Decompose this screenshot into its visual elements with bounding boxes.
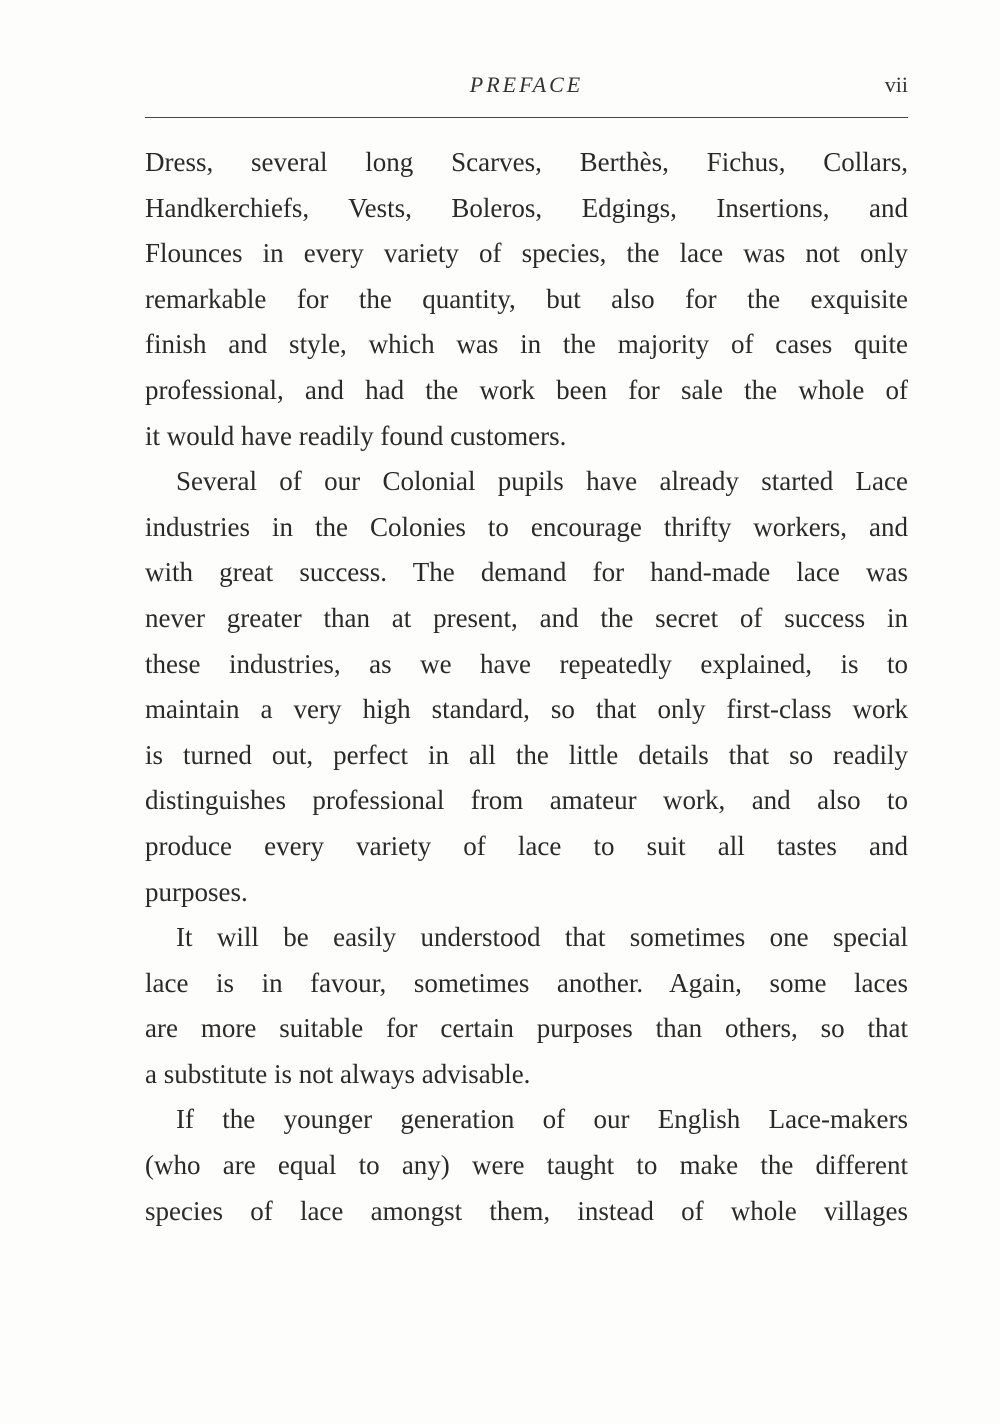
text-line: Handkerchiefs, Vests, Boleros, Edgings, Insertions, and bbox=[145, 192, 908, 223]
text-line: with great success. The demand for hand-made lace was bbox=[145, 557, 908, 588]
text-line: If the younger generation of our English Lace-makers bbox=[176, 1104, 908, 1135]
text-line: maintain a very high standard, so that only first-class work bbox=[145, 694, 908, 725]
text-line: are more suitable for certain purposes than others, so that bbox=[145, 1013, 908, 1044]
text-line: purposes. bbox=[145, 876, 248, 907]
text-line: species of lace amongst them, instead of whole villages bbox=[145, 1195, 908, 1226]
text-line: (who are equal to any) were taught to make the different bbox=[145, 1150, 908, 1181]
text-line: finish and style, which was in the majority of cases quite bbox=[145, 329, 908, 360]
running-title: PREFACE bbox=[469, 72, 584, 97]
text-line: never greater than at present, and the secret of success in bbox=[145, 602, 908, 633]
text-line: it would have readily found customers. bbox=[145, 420, 567, 451]
body-text bbox=[145, 142, 908, 1236]
text-line: these industries, as we have repeatedly explained, is to bbox=[145, 648, 908, 679]
text-line: lace is in favour, sometimes another. Again, some laces bbox=[145, 967, 908, 998]
header-rule bbox=[145, 117, 908, 118]
text-line: distinguishes professional from amateur work, and also to bbox=[145, 785, 908, 816]
text-line: remarkable for the quantity, but also for the exquisite bbox=[145, 283, 908, 314]
text-line: is turned out, perfect in all the little details that so readily bbox=[145, 739, 908, 770]
page-header bbox=[145, 72, 908, 104]
text-line: industries in the Colonies to encourage thrifty workers, and bbox=[145, 511, 908, 542]
text-line: produce every variety of lace to suit all tastes and bbox=[145, 830, 908, 861]
text-line: Flounces in every variety of species, the lace was not only bbox=[145, 238, 908, 269]
text-line: Dress, several long Scarves, Berthès, Fichus, Collars, bbox=[145, 147, 908, 177]
page-number: vii bbox=[884, 72, 908, 97]
text-line: professional, and had the work been for sale the whole of bbox=[145, 374, 908, 405]
text-line: It will be easily understood that sometimes one special bbox=[176, 922, 908, 953]
text-line: Several of our Colonial pupils have already started Lace bbox=[176, 466, 908, 497]
text-line: a substitute is not always advisable. bbox=[145, 1058, 531, 1089]
